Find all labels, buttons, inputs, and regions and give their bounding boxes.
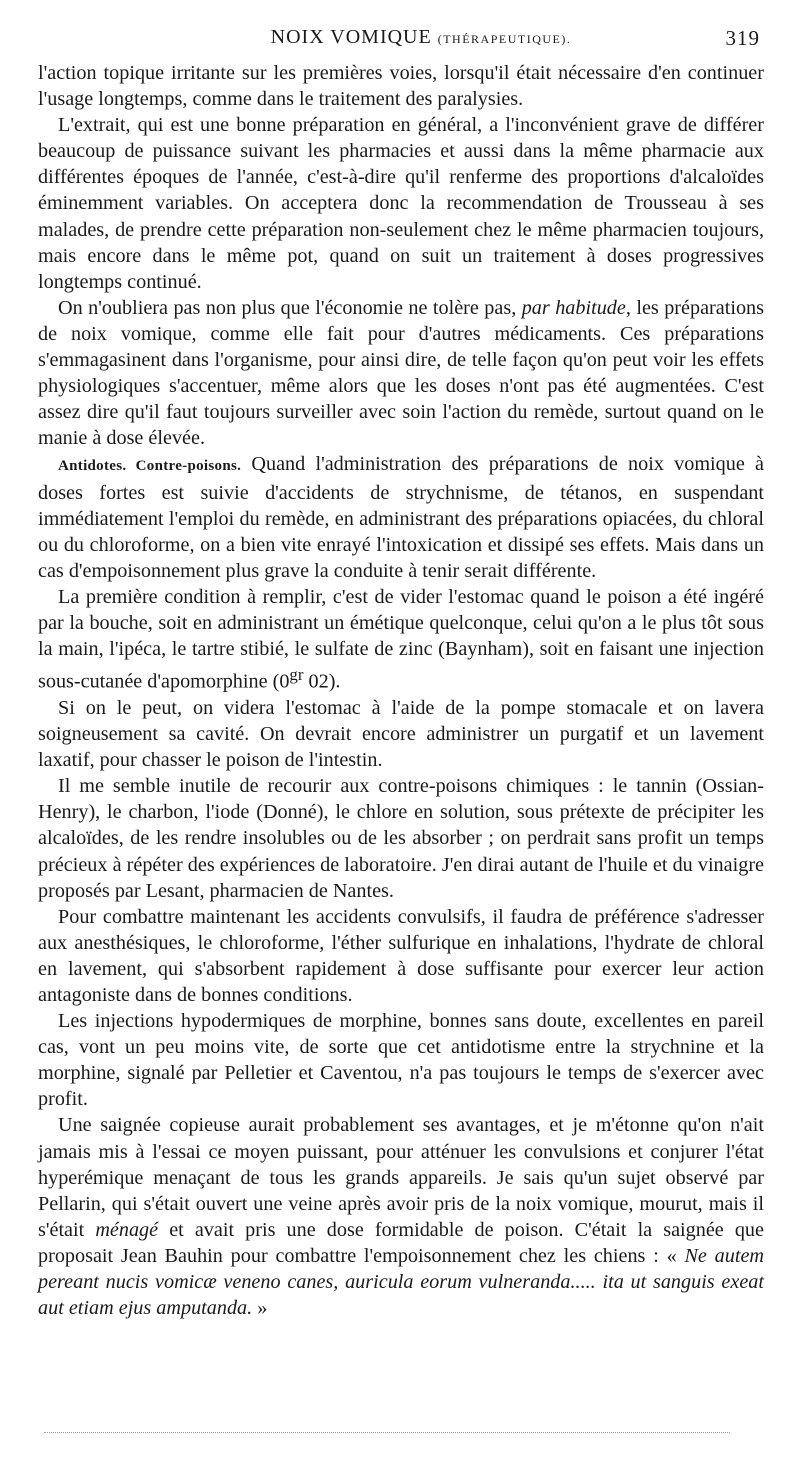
paragraph-10 bbox=[38, 1112, 764, 1321]
running-header bbox=[38, 26, 764, 60]
paragraph-10-text-b: et avait pris une dose formidable de poison. C'était la saignée que proposait Jean Bauhin pour combattre l'empoisonnement chez les chiens : « bbox=[38, 1218, 764, 1267]
paragraph-3-text-a: On n'oubliera pas non plus que l'économie ne tolère pas, bbox=[58, 296, 522, 319]
paragraph-1: l'action topique irritante sur les premières voies, lorsqu'il était nécessaire d'en continuer l'usage longtemps, comme dans le traitement des paralysies. bbox=[38, 62, 764, 111]
running-title bbox=[271, 26, 572, 49]
paragraph-7: Il me semble inutile de recourir aux contre-poisons chimiques : le tannin (Ossian-Henry), le charbon, l'iode (Donné), le chlore en solution, sous prétexte de précipiter les alcaloïdes, de les rendre insolubles ou de les absorber ; on perdrait sans profit un temps précieux à répéter des expériences de laboratoire. J'en dirai autant de l'huile et du vinaigre proposés par Lesant, pharmacien de Nantes. bbox=[38, 775, 764, 902]
body-text bbox=[38, 60, 764, 1321]
paragraph-10-emphasis: ménagé bbox=[95, 1218, 159, 1241]
latin-quotation: Ne autem pereant nucis vomicæ veneno canes, auricula eorum vulneranda..... ita ut sanguis exeat aut etiam ejus amputanda. bbox=[38, 1244, 764, 1320]
gram-superscript: gr bbox=[289, 665, 304, 685]
footer-rule bbox=[44, 1432, 730, 1433]
paragraph-3-emphasis: par habitude bbox=[521, 296, 626, 319]
paragraph-6: Si on le peut, on videra l'estomac à l'aide de la pompe stomacale et on lavera soigneusement sa cavité. On devrait encore administrer un purgatif et un lavement laxatif, pour chasser le poison de l'intestin. bbox=[38, 696, 764, 772]
paragraph-5-text-a: La première condition à remplir, c'est de vider l'estomac quand le poison a été ingéré par la bouche, soit en administrant un émétique quelconque, celui qu'on a le plus tôt sous la main, l'ipéca, le tartre stibié, le sulfate de zinc (Baynham), soit en faisant une injection sous-cutanée d'apomorphine (0 bbox=[38, 585, 764, 693]
paragraph-5-text-b: 02). bbox=[303, 670, 341, 693]
paragraph-10-text-a: Une saignée copieuse aurait probablement ses avantages, et je m'étonne qu'on n'ait jamais mis à l'essai ce moyen puissant, pour atténuer les convulsions et conjurer l'état hyperémique menaçant de tous les grands appareils. Je sais qu'un sujet observé par Pellarin, qui s'était ouvert une veine après avoir pris de la noix vomique, mourut, mais il s'était bbox=[38, 1114, 764, 1241]
paragraph-10-text-c: » bbox=[252, 1297, 268, 1320]
header-subtitle: (THÉRAPEUTIQUE). bbox=[437, 32, 572, 46]
paragraph-8: Pour combattre maintenant les accidents convulsifs, il faudra de préférence s'adresser aux anesthésiques, le chloroforme, l'éther sulfurique en inhalations, l'hydrate de chloral en lavement, qui s'absorbent rapidement à dose suffisante pour exercer leur action antagoniste dans de bonnes conditions. bbox=[38, 905, 764, 1007]
header-title: NOIX VOMIQUE bbox=[270, 26, 432, 48]
section-heading-antidotes: Antidotes. Contre-poisons. bbox=[58, 458, 242, 475]
paragraph-5 bbox=[38, 584, 764, 695]
paragraph-3-text-b: , les préparations de noix vomique, comme elle fait pour d'autres médicaments. Ces préparations s'emmagasinent dans l'organisme, pour ainsi dire, de telle façon qu'on peut voir les effets physiologiques s'accentuer, même alors que les doses n'ont pas été augmentées. C'est assez dire qu'il faut toujours surveiller avec soin l'action du remède, surtout quand on le manie à dose élevée. bbox=[38, 296, 764, 450]
paragraph-4 bbox=[38, 451, 764, 583]
paragraph-2: L'extrait, qui est une bonne préparation en général, a l'inconvénient grave de différer beaucoup de puissance suivant les pharmacies et aussi dans la même pharmacie aux différentes époques de l'année, c'est-à-dire qu'il renferme des proportions d'alcaloïdes éminemment variables. On acceptera donc la recommendation de Trousseau à ses malades, de prendre cette préparation non-seulement chez le même pharmacien toujours, mais encore dans le même pot, quand on suit un traitement à doses progressives longtemps continué. bbox=[38, 114, 764, 293]
paragraph-3 bbox=[38, 295, 764, 452]
paragraph-4-text: Quand l'administration des préparations de noix vomique à doses fortes est suivie d'accidents de strychnisme, de tétanos, en suspendant immédiatement l'emploi du remède, en administrant des préparations opiacées, du chloral ou du chloroforme, on a bien vite enrayé l'intoxication et dissipé ses effets. Mais dans un cas d'empoisonnement plus grave la conduite à tenir serait différente. bbox=[38, 453, 764, 582]
paragraph-9: Les injections hypodermiques de morphine, bonnes sans doute, excellentes en pareil cas, vont un peu moins vite, de sorte que cet antidotisme entre la strychnine et la morphine, signalé par Pelletier et Caventou, n'a pas toujours le temps de s'exercer avec profit. bbox=[38, 1010, 764, 1111]
page-number: 319 bbox=[725, 26, 760, 50]
